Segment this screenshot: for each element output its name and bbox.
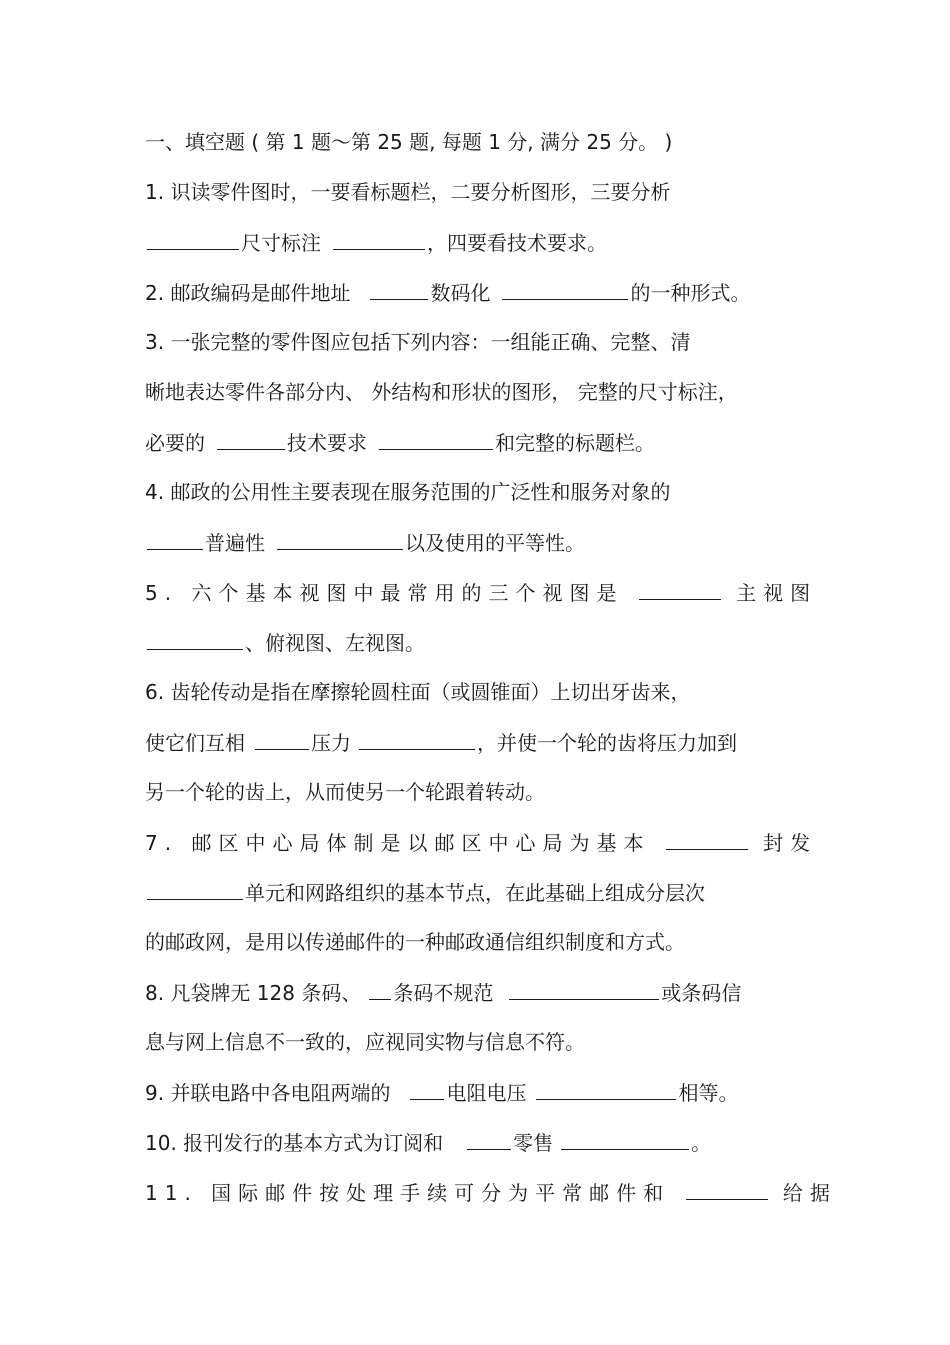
section-title: 一、填空题 ( 第 1 题～第 25 题, 每题 1 分, 满分 25 分。 ) <box>145 130 673 154</box>
text: 以及使用的平等性。 <box>405 531 585 555</box>
answer-text: 电阻电压 <box>446 1081 527 1105</box>
answer-blank[interactable] <box>147 527 203 550</box>
question-10-line-1 <box>145 1127 810 1157</box>
text: 、俯视图、左视图。 <box>245 631 425 655</box>
text: 晰地表达零件各部分内、 外结构和形状的图形， 完整的尺寸标注， <box>145 380 738 404</box>
question-1-line-1 <box>145 177 810 207</box>
text: 单元和网路组织的基本节点，在此基础上组成分层次 <box>245 881 705 905</box>
answer-text: 主视图 <box>736 581 818 605</box>
text: 5. 六个基本视图中最常用的三个视图是 <box>145 581 624 605</box>
answer-text: 给据 <box>782 1181 837 1205</box>
text: 6. 齿轮传动是指在摩擦轮圆柱面（或圆锥面）上切出牙齿来， <box>145 680 691 704</box>
question-7-line-1 <box>145 827 818 857</box>
text: 或条码信 <box>661 981 742 1005</box>
answer-text: 技术要求 <box>287 431 367 455</box>
question-4-line-2 <box>145 527 810 557</box>
answer-blank[interactable] <box>147 877 243 900</box>
text: ，四要看技术要求。 <box>427 231 607 255</box>
question-1-line-2 <box>145 227 810 257</box>
answer-blank[interactable] <box>467 1127 511 1150</box>
question-2-line-1 <box>145 277 810 307</box>
question-8-line-1 <box>145 977 810 1007</box>
text: 7. 邮区中心局体制是以邮区中心局为基本 <box>145 831 651 855</box>
answer-blank[interactable] <box>217 427 285 450</box>
text: 10. 报刊发行的基本方式为订阅和 <box>145 1131 444 1155</box>
question-11-line-1 <box>145 1177 837 1207</box>
text: 息与网上信息不一致的，应视同实物与信息不符。 <box>145 1030 585 1054</box>
answer-blank[interactable] <box>333 227 425 250</box>
answer-blank[interactable] <box>686 1177 768 1200</box>
answer-blank[interactable] <box>561 1127 689 1150</box>
text: 的一种形式。 <box>630 281 751 305</box>
question-6-line-3 <box>145 777 810 807</box>
answer-blank[interactable] <box>359 727 475 750</box>
text: 11. 国际邮件按处理手续可分为平常邮件和 <box>145 1181 671 1205</box>
question-3-line-2 <box>145 377 810 407</box>
answer-blank[interactable] <box>666 827 748 850</box>
answer-blank[interactable] <box>255 727 309 750</box>
answer-blank[interactable] <box>277 527 403 550</box>
question-3-line-3 <box>145 427 810 457</box>
answer-blank[interactable] <box>369 977 391 1000</box>
text: 相等。 <box>678 1081 739 1105</box>
answer-blank[interactable] <box>370 277 428 300</box>
question-5-line-2 <box>145 627 810 657</box>
text: ，并使一个轮的齿将压力加到 <box>477 731 737 755</box>
question-6-line-1 <box>145 677 810 707</box>
answer-blank[interactable] <box>147 227 239 250</box>
question-5-line-1 <box>145 577 818 607</box>
answer-text: 数码化 <box>430 281 491 305</box>
answer-text: 零售 <box>513 1131 554 1155</box>
answer-blank[interactable] <box>536 1077 676 1100</box>
answer-text: 封发 <box>763 831 818 855</box>
answer-blank[interactable] <box>509 977 659 1000</box>
text: 4. 邮政的公用性主要表现在服务范围的广泛性和服务对象的 <box>145 480 671 504</box>
answer-text: 尺寸标注 <box>241 231 321 255</box>
question-8-line-2 <box>145 1027 810 1057</box>
answer-blank[interactable] <box>502 277 628 300</box>
question-7-line-3 <box>145 927 810 957</box>
text: 使它们互相 <box>145 731 245 755</box>
answer-text: 条码不规范 <box>393 981 494 1005</box>
text: 3. 一张完整的零件图应包括下列内容：一组能正确、完整、清 <box>145 330 691 354</box>
text: 另一个轮的齿上，从而使另一个轮跟着转动。 <box>145 780 545 804</box>
answer-text: 普遍性 <box>205 531 265 555</box>
question-9-line-1 <box>145 1077 810 1107</box>
answer-text: 压力 <box>311 731 351 755</box>
question-4-line-1 <box>145 477 810 507</box>
text: 和完整的标题栏。 <box>495 431 655 455</box>
text: 1. 识读零件图时，一要看标题栏，二要分析图形，三要分析 <box>145 180 671 204</box>
answer-blank[interactable] <box>639 577 721 600</box>
question-7-line-2 <box>145 877 810 907</box>
answer-blank[interactable] <box>379 427 493 450</box>
text: 的邮政网，是用以传递邮件的一种邮政通信组织制度和方式。 <box>145 930 685 954</box>
answer-blank[interactable] <box>147 627 243 650</box>
text: 必要的 <box>145 431 205 455</box>
text: 8. 凡袋牌无 128 条码、 <box>145 981 362 1005</box>
question-3-line-1 <box>145 327 810 357</box>
answer-blank[interactable] <box>410 1077 444 1100</box>
question-6-line-2 <box>145 727 810 757</box>
text: 2. 邮政编码是邮件地址 <box>145 281 351 305</box>
text: 。 <box>691 1131 712 1155</box>
text: 9. 并联电路中各电阻两端的 <box>145 1081 391 1105</box>
